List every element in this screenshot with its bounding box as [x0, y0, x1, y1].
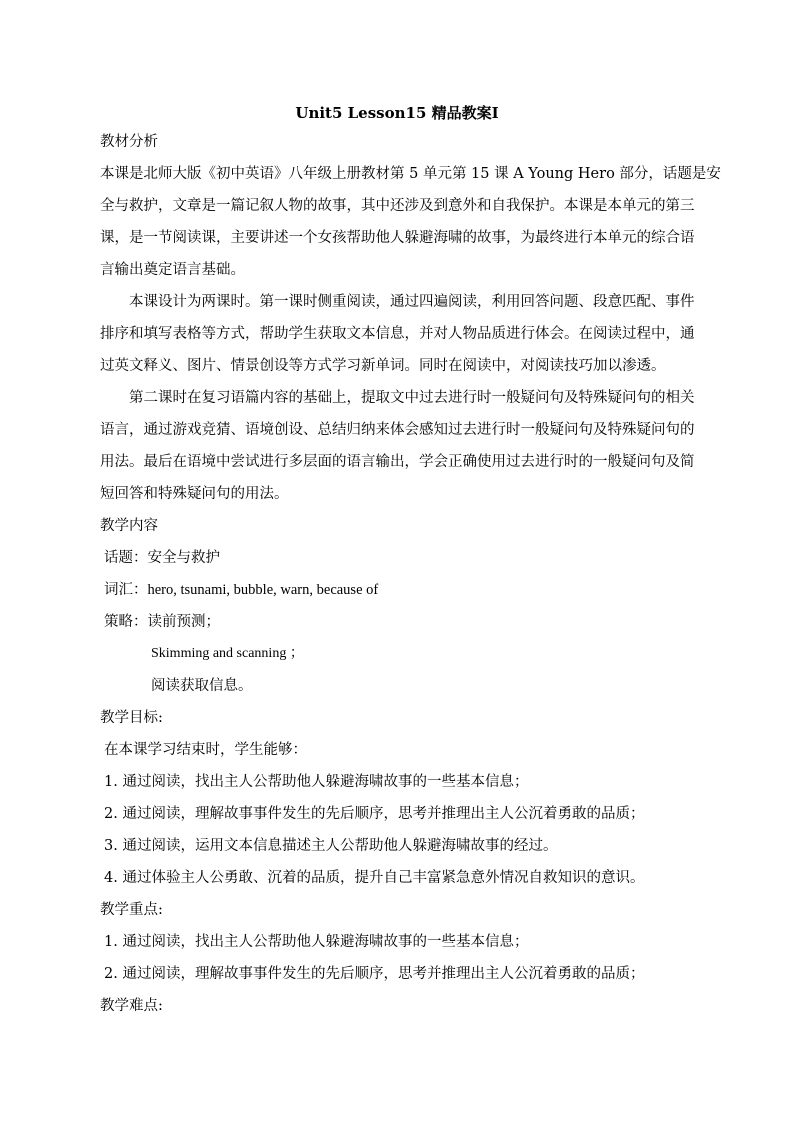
- objective-item: 4. 通过体验主人公勇敢、沉着的品质，提升自己丰富紧急意外情况自救知识的意识。: [104, 870, 645, 886]
- section-heading-analysis: 教材分析: [100, 134, 158, 150]
- paragraph-line: 言输出奠定语言基础。: [100, 262, 245, 278]
- content-strategy: 策略：读前预测；: [104, 614, 220, 630]
- content-vocab: 词汇：hero, tsunami, bubble, warn, because of: [104, 582, 379, 598]
- paragraph-line: 用法。最后在语境中尝试进行多层面的语言输出，学会正确使用过去进行时的一般疑问句及简: [100, 454, 695, 470]
- section-heading-difficulties: 教学难点:: [100, 998, 163, 1014]
- objectives-intro: 在本课学习结束时，学生能够：: [104, 742, 307, 758]
- key-point-item: 1. 通过阅读，找出主人公帮助他人躲避海啸故事的一些基本信息；: [104, 934, 529, 950]
- paragraph-line: 过英文释义、图片、情景创设等方式学习新单词。同时在阅读中，对阅读技巧加以渗透。: [100, 358, 666, 374]
- section-heading-key-points: 教学重点:: [100, 902, 163, 918]
- section-heading-content: 教学内容: [100, 518, 158, 534]
- paragraph-line: 全与救护，文章是一篇记叙人物的故事，其中还涉及到意外和自我保护。本课是本单元的第三: [100, 198, 695, 214]
- paragraph-line: 短回答和特殊疑问句的用法。: [100, 486, 289, 502]
- paragraph-line: 第二课时在复习语篇内容的基础上，提取文中过去进行时一般疑问句及特殊疑问句的相关: [129, 390, 695, 406]
- content-strategy-line-3: 阅读获取信息。: [151, 678, 253, 694]
- key-point-item: 2. 通过阅读，理解故事事件发生的先后顺序，思考并推理出主人公沉着勇敢的品质；: [104, 966, 645, 982]
- paragraph-line: 语言，通过游戏竞猜、语境创设、总结归纳来体会感知过去进行时一般疑问句及特殊疑问句的: [100, 422, 695, 438]
- paragraph-line: 本课是北师大版《初中英语》八年级上册教材第 5 单元第 15 课 A Young Hero 部分，话题是安: [100, 166, 721, 182]
- section-heading-objectives: 教学目标:: [100, 710, 163, 726]
- content-strategy-line-2: Skimming and scanning ；: [151, 646, 304, 661]
- objective-item: 1. 通过阅读，找出主人公帮助他人躲避海啸故事的一些基本信息；: [104, 774, 529, 790]
- paragraph-line: 本课设计为两课时。第一课时侧重阅读，通过四遍阅读，利用回答问题、段意匹配、事件: [129, 294, 695, 310]
- paragraph-line: 课，是一节阅读课，主要讲述一个女孩帮助他人躲避海啸的故事，为最终进行本单元的综合语: [100, 230, 695, 246]
- paragraph-line: 排序和填写表格等方式，帮助学生获取文本信息，并对人物品质进行体会。在阅读过程中，通: [100, 326, 695, 342]
- objective-item: 3. 通过阅读，运用文本信息描述主人公帮助他人躲避海啸故事的经过。: [104, 838, 558, 854]
- objective-item: 2. 通过阅读，理解故事事件发生的先后顺序，思考并推理出主人公沉着勇敢的品质；: [104, 806, 645, 822]
- document-title: Unit5 Lesson15 精品教案Ⅰ: [295, 104, 499, 122]
- content-topic: 话题：安全与救护: [104, 550, 220, 566]
